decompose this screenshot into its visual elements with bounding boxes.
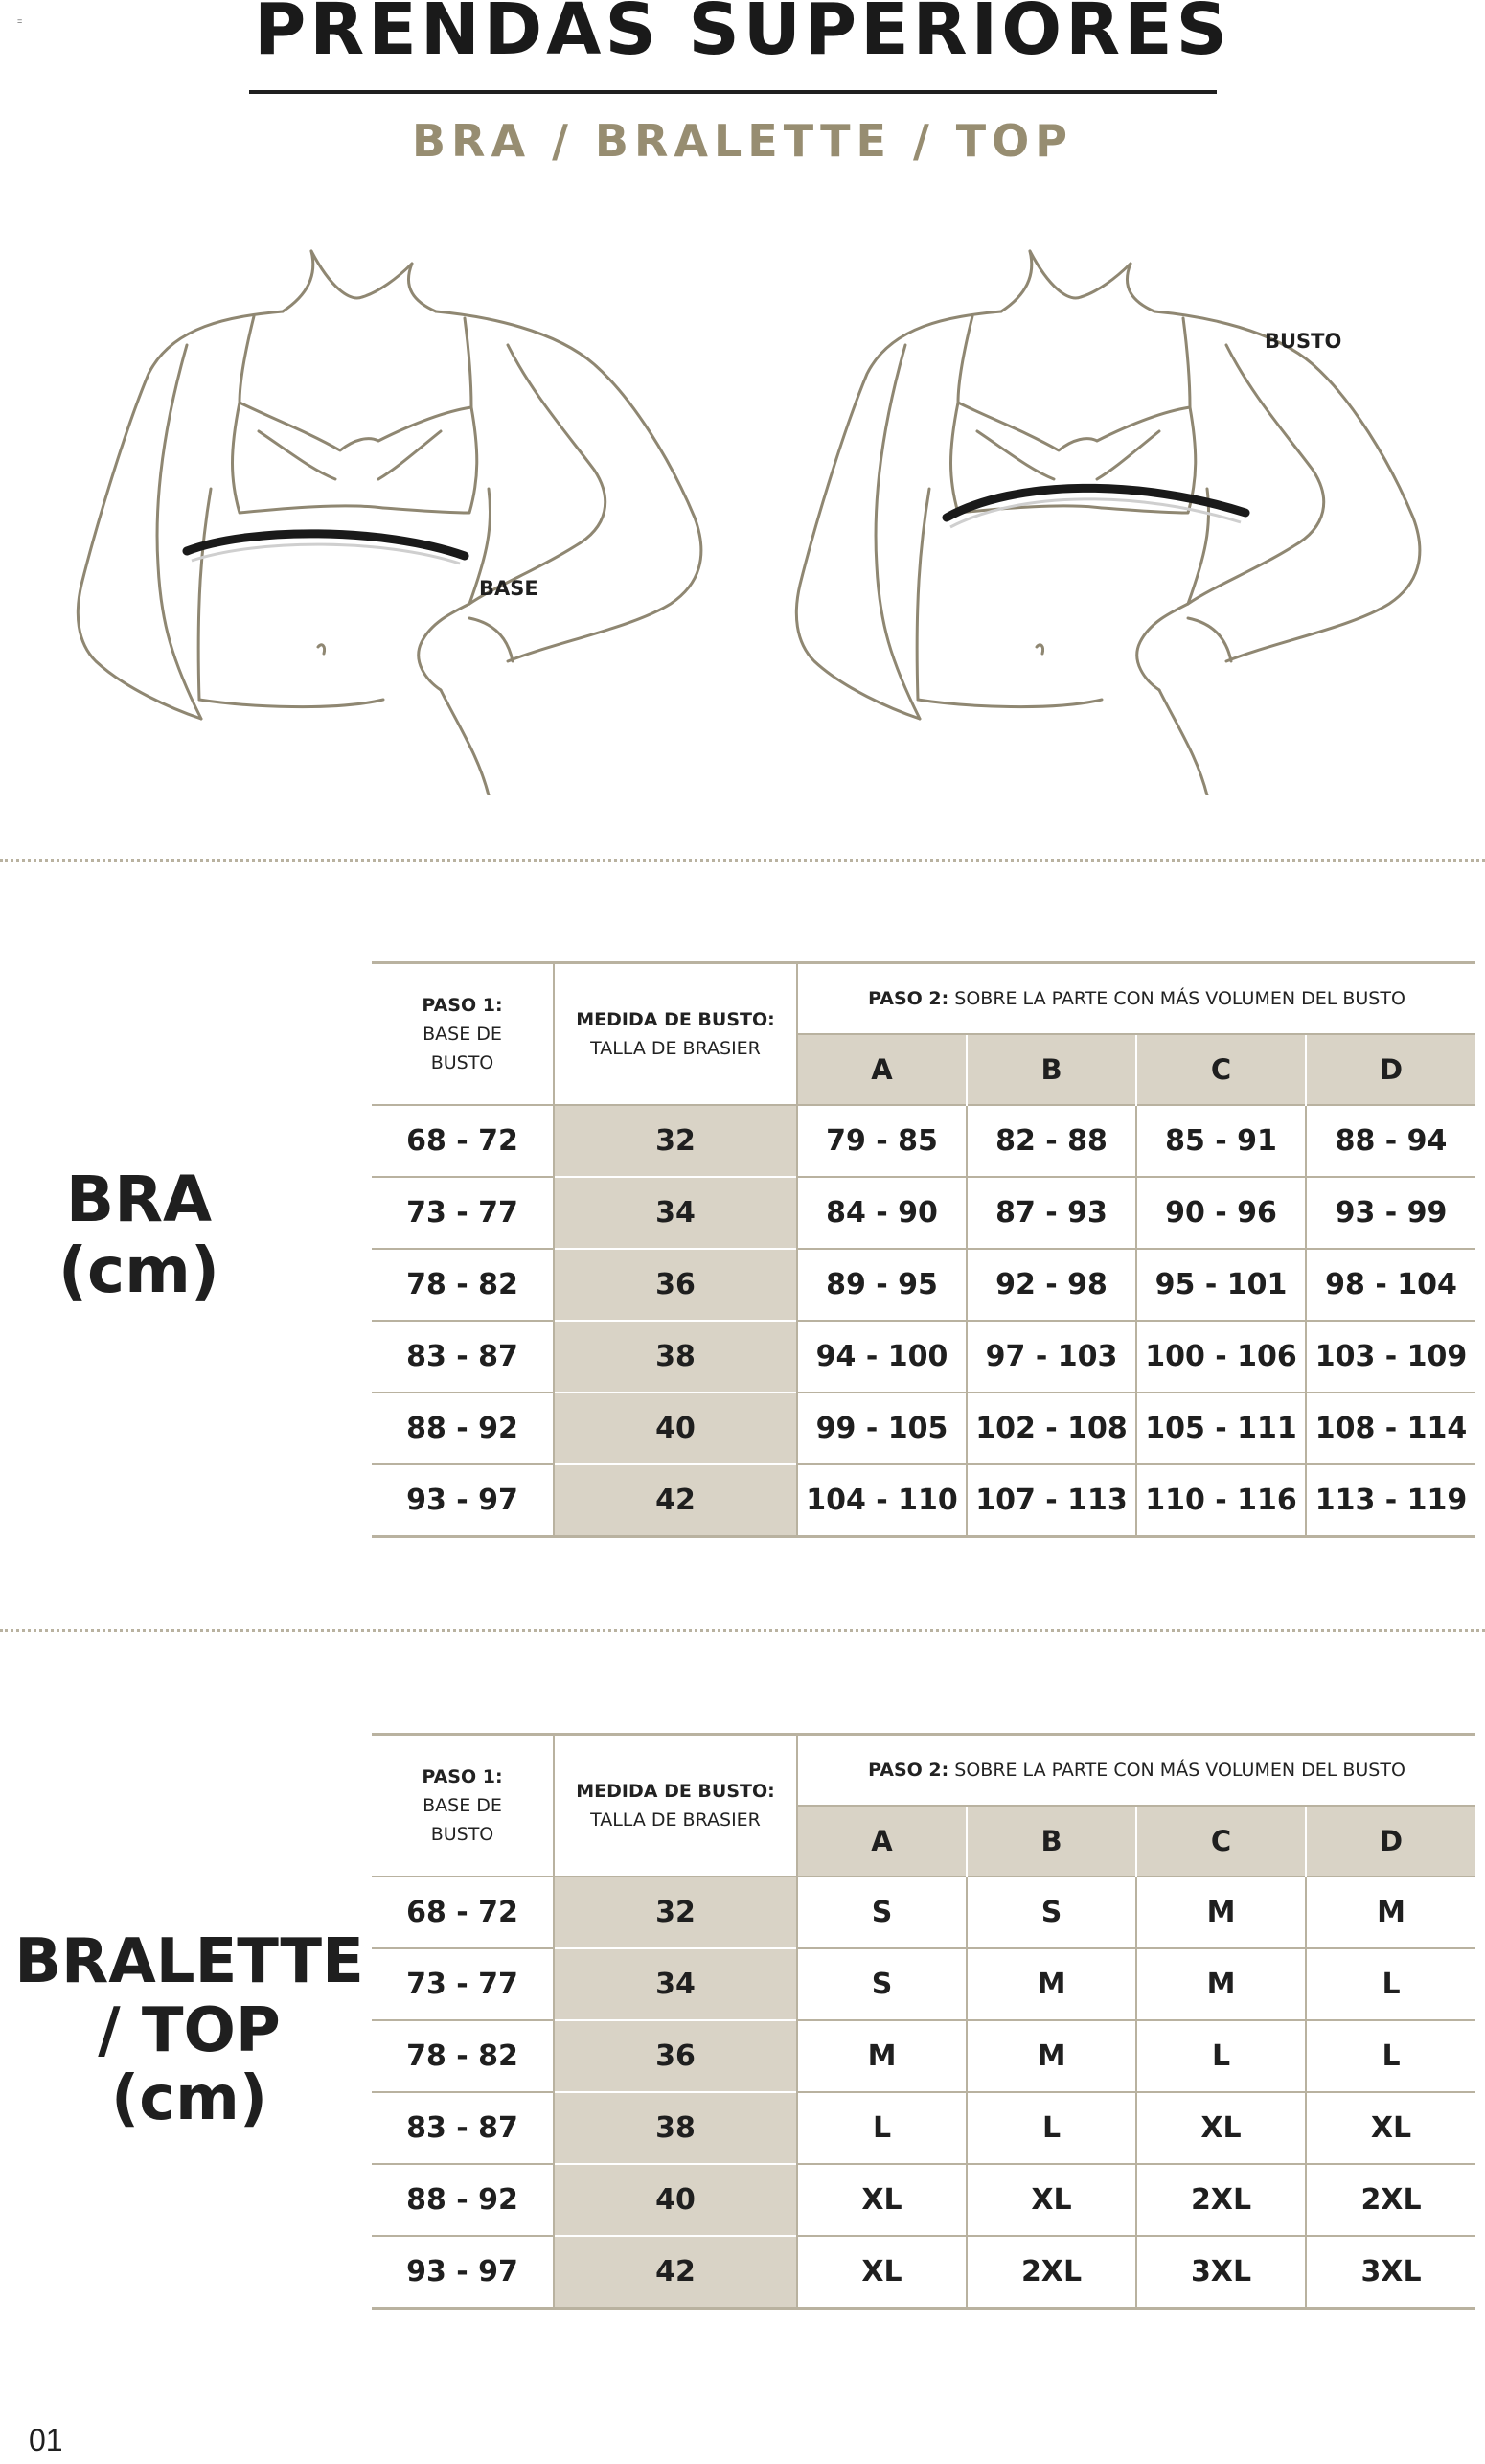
bust-label: BUSTO [1265, 330, 1342, 353]
cup-c-header: C [1136, 1034, 1306, 1105]
cup-b-cell: M [967, 2020, 1136, 2092]
bralette-label-line3: (cm) [110, 2063, 268, 2135]
base-cell: 93 - 97 [372, 2236, 554, 2309]
cup-d-cell: 108 - 114 [1306, 1393, 1475, 1464]
cup-a-cell: 94 - 100 [797, 1321, 967, 1393]
size-cell: 38 [554, 1321, 797, 1393]
base-cell: 68 - 72 [372, 1877, 554, 1948]
cup-b-cell: M [967, 1948, 1136, 2020]
medida-header [554, 963, 797, 1106]
cup-b-header: B [967, 1034, 1136, 1105]
base-cell: 68 - 72 [372, 1105, 554, 1177]
table-row [372, 1249, 1475, 1321]
torso-bust-figure [786, 240, 1437, 795]
cup-c-cell: 85 - 91 [1136, 1105, 1306, 1177]
base-cell: 73 - 77 [372, 1948, 554, 2020]
size-cell: 36 [554, 2020, 797, 2092]
bust-measurement-illustration [786, 240, 1437, 795]
cup-a-header: A [797, 1806, 967, 1877]
cup-c-cell: XL [1136, 2092, 1306, 2164]
cup-d-cell: 113 - 119 [1306, 1464, 1475, 1537]
paso1-bold: PASO 1: [422, 1766, 503, 1787]
base-cell: 83 - 87 [372, 2092, 554, 2164]
page-title: PRENDAS SUPERIORES [254, 0, 1231, 71]
cup-c-cell: 110 - 116 [1136, 1464, 1306, 1537]
cup-c-header: C [1136, 1806, 1306, 1877]
corner-mark: = [17, 16, 23, 26]
cup-a-cell: 99 - 105 [797, 1393, 967, 1464]
medida-text: TALLA DE BRASIER [590, 1038, 761, 1059]
paso2-bold: PASO 2: [868, 988, 949, 1009]
cup-d-header: D [1306, 1034, 1475, 1105]
paso1-text: BASE DE BUSTO [423, 1024, 502, 1073]
cup-b-cell: XL [967, 2164, 1136, 2236]
cup-c-cell: 90 - 96 [1136, 1177, 1306, 1249]
base-cell: 78 - 82 [372, 1249, 554, 1321]
cup-c-cell: 3XL [1136, 2236, 1306, 2309]
cup-a-cell: XL [797, 2164, 967, 2236]
size-cell: 42 [554, 1464, 797, 1537]
page-number: 01 [29, 2423, 63, 2457]
cup-c-cell: 100 - 106 [1136, 1321, 1306, 1393]
paso2-header [797, 963, 1475, 1035]
paso1-header [372, 1735, 554, 1877]
size-cell: 34 [554, 1948, 797, 2020]
size-cell: 40 [554, 1393, 797, 1464]
cup-c-cell: 105 - 111 [1136, 1393, 1306, 1464]
bra-label-line1: BRA [65, 1163, 213, 1236]
cup-a-cell: S [797, 1948, 967, 2020]
base-cell: 93 - 97 [372, 1464, 554, 1537]
cup-a-cell: S [797, 1877, 967, 1948]
paso2-bold: PASO 2: [868, 1760, 949, 1781]
cup-d-cell: M [1306, 1877, 1475, 1948]
bra-section-label [19, 1164, 259, 1306]
size-cell: 32 [554, 1877, 797, 1948]
table-row [372, 2092, 1475, 2164]
medida-text: TALLA DE BRASIER [590, 1809, 761, 1831]
bralette-section-label [0, 1928, 378, 2134]
torso-base-figure [57, 240, 709, 795]
cup-b-cell: 92 - 98 [967, 1249, 1136, 1321]
size-cell: 42 [554, 2236, 797, 2309]
bra-size-table [372, 961, 1475, 1538]
dotted-divider-top [0, 859, 1485, 862]
base-label: BASE [479, 577, 538, 600]
base-measurement-illustration [57, 240, 709, 795]
table-row [372, 2164, 1475, 2236]
table-row [372, 2020, 1475, 2092]
cup-d-header: D [1306, 1806, 1475, 1877]
bra-label-line2: (cm) [57, 1232, 220, 1307]
cup-d-cell: L [1306, 1948, 1475, 2020]
cup-c-cell: M [1136, 1948, 1306, 2020]
size-cell: 32 [554, 1105, 797, 1177]
cup-c-cell: 95 - 101 [1136, 1249, 1306, 1321]
base-cell: 78 - 82 [372, 2020, 554, 2092]
bralette-size-table [372, 1733, 1475, 2310]
base-cell: 88 - 92 [372, 2164, 554, 2236]
paso2-text: SOBRE LA PARTE CON MÁS VOLUMEN DEL BUSTO [954, 988, 1405, 1009]
cup-d-cell: 103 - 109 [1306, 1321, 1475, 1393]
paso2-header [797, 1735, 1475, 1807]
cup-a-cell: XL [797, 2236, 967, 2309]
cup-a-cell: 79 - 85 [797, 1105, 967, 1177]
cup-b-cell: L [967, 2092, 1136, 2164]
medida-bold: MEDIDA DE BUSTO: [576, 1009, 775, 1030]
table-row [372, 1948, 1475, 2020]
cup-c-cell: L [1136, 2020, 1306, 2092]
page-subtitle: BRA / BRALETTE / TOP [412, 115, 1073, 167]
cup-a-cell: 104 - 110 [797, 1464, 967, 1537]
base-cell: 73 - 77 [372, 1177, 554, 1249]
table-row [372, 1877, 1475, 1948]
bralette-label-line2: / TOP [98, 1994, 281, 2066]
cup-a-cell: L [797, 2092, 967, 2164]
cup-b-cell: 107 - 113 [967, 1464, 1136, 1537]
paso1-header [372, 963, 554, 1106]
cup-c-cell: M [1136, 1877, 1306, 1948]
cup-b-header: B [967, 1806, 1136, 1877]
title-underline [249, 90, 1217, 94]
cup-d-cell: 88 - 94 [1306, 1105, 1475, 1177]
cup-b-cell: 102 - 108 [967, 1393, 1136, 1464]
cup-a-cell: M [797, 2020, 967, 2092]
table-row [372, 1177, 1475, 1249]
table-row [372, 2236, 1475, 2309]
size-cell: 36 [554, 1249, 797, 1321]
size-cell: 38 [554, 2092, 797, 2164]
cup-b-cell: 97 - 103 [967, 1321, 1136, 1393]
medida-header [554, 1735, 797, 1877]
base-cell: 83 - 87 [372, 1321, 554, 1393]
cup-a-cell: 84 - 90 [797, 1177, 967, 1249]
size-cell: 34 [554, 1177, 797, 1249]
dotted-divider-bottom [0, 1629, 1485, 1632]
cup-a-header: A [797, 1034, 967, 1105]
cup-d-cell: XL [1306, 2092, 1475, 2164]
cup-c-cell: 2XL [1136, 2164, 1306, 2236]
bralette-label-line1: BRALETTE [14, 1926, 364, 1997]
table-row [372, 1105, 1475, 1177]
size-cell: 40 [554, 2164, 797, 2236]
table-row [372, 1393, 1475, 1464]
base-cell: 88 - 92 [372, 1393, 554, 1464]
cup-d-cell: 93 - 99 [1306, 1177, 1475, 1249]
paso2-text: SOBRE LA PARTE CON MÁS VOLUMEN DEL BUSTO [954, 1760, 1405, 1781]
paso1-bold: PASO 1: [422, 995, 503, 1016]
cup-b-cell: 87 - 93 [967, 1177, 1136, 1249]
cup-b-cell: S [967, 1877, 1136, 1948]
cup-b-cell: 82 - 88 [967, 1105, 1136, 1177]
table-row [372, 1321, 1475, 1393]
cup-d-cell: 3XL [1306, 2236, 1475, 2309]
cup-d-cell: 98 - 104 [1306, 1249, 1475, 1321]
cup-d-cell: 2XL [1306, 2164, 1475, 2236]
paso1-text: BASE DE BUSTO [423, 1795, 502, 1845]
table-row [372, 1464, 1475, 1537]
cup-d-cell: L [1306, 2020, 1475, 2092]
medida-bold: MEDIDA DE BUSTO: [576, 1781, 775, 1802]
cup-b-cell: 2XL [967, 2236, 1136, 2309]
cup-a-cell: 89 - 95 [797, 1249, 967, 1321]
